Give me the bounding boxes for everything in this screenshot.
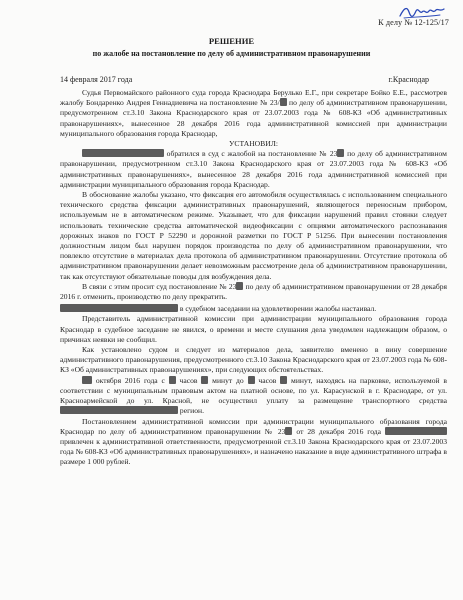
paragraph-violation-text: часов — [175, 375, 202, 385]
redaction-mark — [82, 149, 164, 157]
paragraph-request-text-end: в судебном заседании на удовлетворении жалобы настаивал. — [178, 304, 377, 314]
redaction-mark — [169, 376, 176, 384]
paragraph-request — [60, 282, 447, 315]
paragraph-violation-text: регион. — [178, 406, 205, 416]
document-body — [60, 88, 447, 468]
paragraph-violation-text: часов — [254, 375, 281, 385]
redaction-mark — [385, 427, 447, 435]
paragraph-intro-text-cont: по делу об административном правонарушении, предусмотренном ст.3.10 Закона Краснодарского края от 23.07.2003 года № 608-КЗ «Об административных правонарушениях», вынесенное 28 декабря 2016 года административной комиссией при администрации муниципального образования города Краснодар, — [60, 98, 447, 138]
redaction-mark — [60, 406, 178, 414]
paragraph-violation — [60, 376, 447, 417]
paragraph-circumstances: Как установлено судом и следует из материалов дела, заявителю вменено в вину совершение административного правонарушения, предусмотренного ст.3.10 Закона Краснодарского края от 23.07.2003 года № 608-КЗ «Об административных правонарушениях», при следующих обстоятельствах. — [60, 345, 447, 375]
decision-city: г.Краснодар — [388, 75, 429, 84]
paragraph-intro — [60, 88, 447, 139]
paragraph-violation-text: минут, находясь на парковке, используемой в соответствии с муниципальным правовым актом на платной основе, по ул. Карасунской в г. Краснодаре, от ул. Красноармейской до ул. Красной, не осуществил уплату за размещение транспортного средства — [60, 375, 448, 406]
document-title: РЕШЕНИЕ — [208, 36, 255, 46]
document-subtitle: по жалобе на постановление по делу об административном правонарушении — [92, 49, 371, 58]
paragraph-violation-text: минут до — [208, 375, 248, 385]
decision-date: 14 февраля 2017 года — [60, 75, 133, 84]
paragraph-penalty-text: Постановлением административной комиссии при администрации муниципального образования города Краснодар по делу об административном правонарушении № 23 — [60, 416, 447, 436]
paragraph-violation-text: октября 2016 года с — [92, 375, 169, 385]
redaction-mark — [82, 376, 92, 384]
paragraph-representative: Представитель административной комиссии при администрации муниципального образования города Краснодар в судебное заседание не явился, о времени и месте слушания дела уведомлен надлежащим образом, о причинах неявки не сообщил. — [60, 314, 447, 344]
paragraph-request-text-cont: по делу об административном правонарушении от 28 декабря 2016 г. отменить, производство по делу прекратить. — [60, 281, 447, 302]
paragraph-penalty-text: привлечен к административной ответственности, предусмотренной ст.3.10 Закона Краснодарского края от 23.07.2003 года № 608-КЗ «Об административных правонарушениях», и назначено наказание в виде административного штрафа в размере 1 000 рублей. — [60, 436, 447, 467]
case-number: К делу № 12-125/17 — [378, 18, 449, 27]
paragraph-complaint-text: обратился в суд с жалобой на постановление № 23 — [164, 149, 338, 159]
paragraph-penalty-text: от 28 декабря 2016 года — [292, 426, 385, 436]
paragraph-request-text: В связи с этим просит суд постановление № 23 — [82, 281, 237, 291]
paragraph-complaint-text-cont: по делу об административном правонарушении, предусмотренном ст.3.10 Закона Краснодарского края от 23.07.2003 года № 608-КЗ «Об административных правонарушениях», вынесенное 28 декабря 2016 года административной комиссией при администрации муниципального образования города Краснодар. — [60, 149, 447, 189]
heading-established: УСТАНОВИЛ: — [229, 139, 278, 149]
paragraph-grounds: В обоснование жалобы указано, что фиксация его автомобиля осуществлялась с использованием специального технического средства фиксации административных правонарушений, являющегося переносным прибором, используемым не в автоматическом режиме. Указывает, что для фиксации нарушений правил стоянки следует использовать технические средства автоматической видеофиксации с опциями автоматического распознавания дорожных знаков по ГОСТ Р 52290 и дорожной разметки по ГОСТ Р 51256. При вынесении постановления должностным лицом был нарушен порядок производства по делу об административном правонарушении, что повлекло отсутствие в материалах дела протокола об административном правонарушении. Отсутствие протокола об административном правонарушении делает невозможным рассмотрение дела об административном правонарушении, так как отсутствуют обязательные поводы для возбуждения дела. — [60, 190, 447, 281]
date-line — [60, 75, 429, 85]
redaction-mark — [60, 304, 178, 312]
redaction-mark — [280, 98, 287, 106]
paragraph-penalty — [60, 417, 447, 468]
paragraph-intro-text: Судья Первомайского районного суда города Краснодара Берулько Е.Г., при секретаре Бойко Е.Е., рассмотрев жалобу Бондаренко Андрея Геннадиевича на постановление № 23/ — [60, 88, 447, 108]
redaction-mark — [248, 376, 255, 384]
paragraph-complaint — [60, 149, 447, 190]
